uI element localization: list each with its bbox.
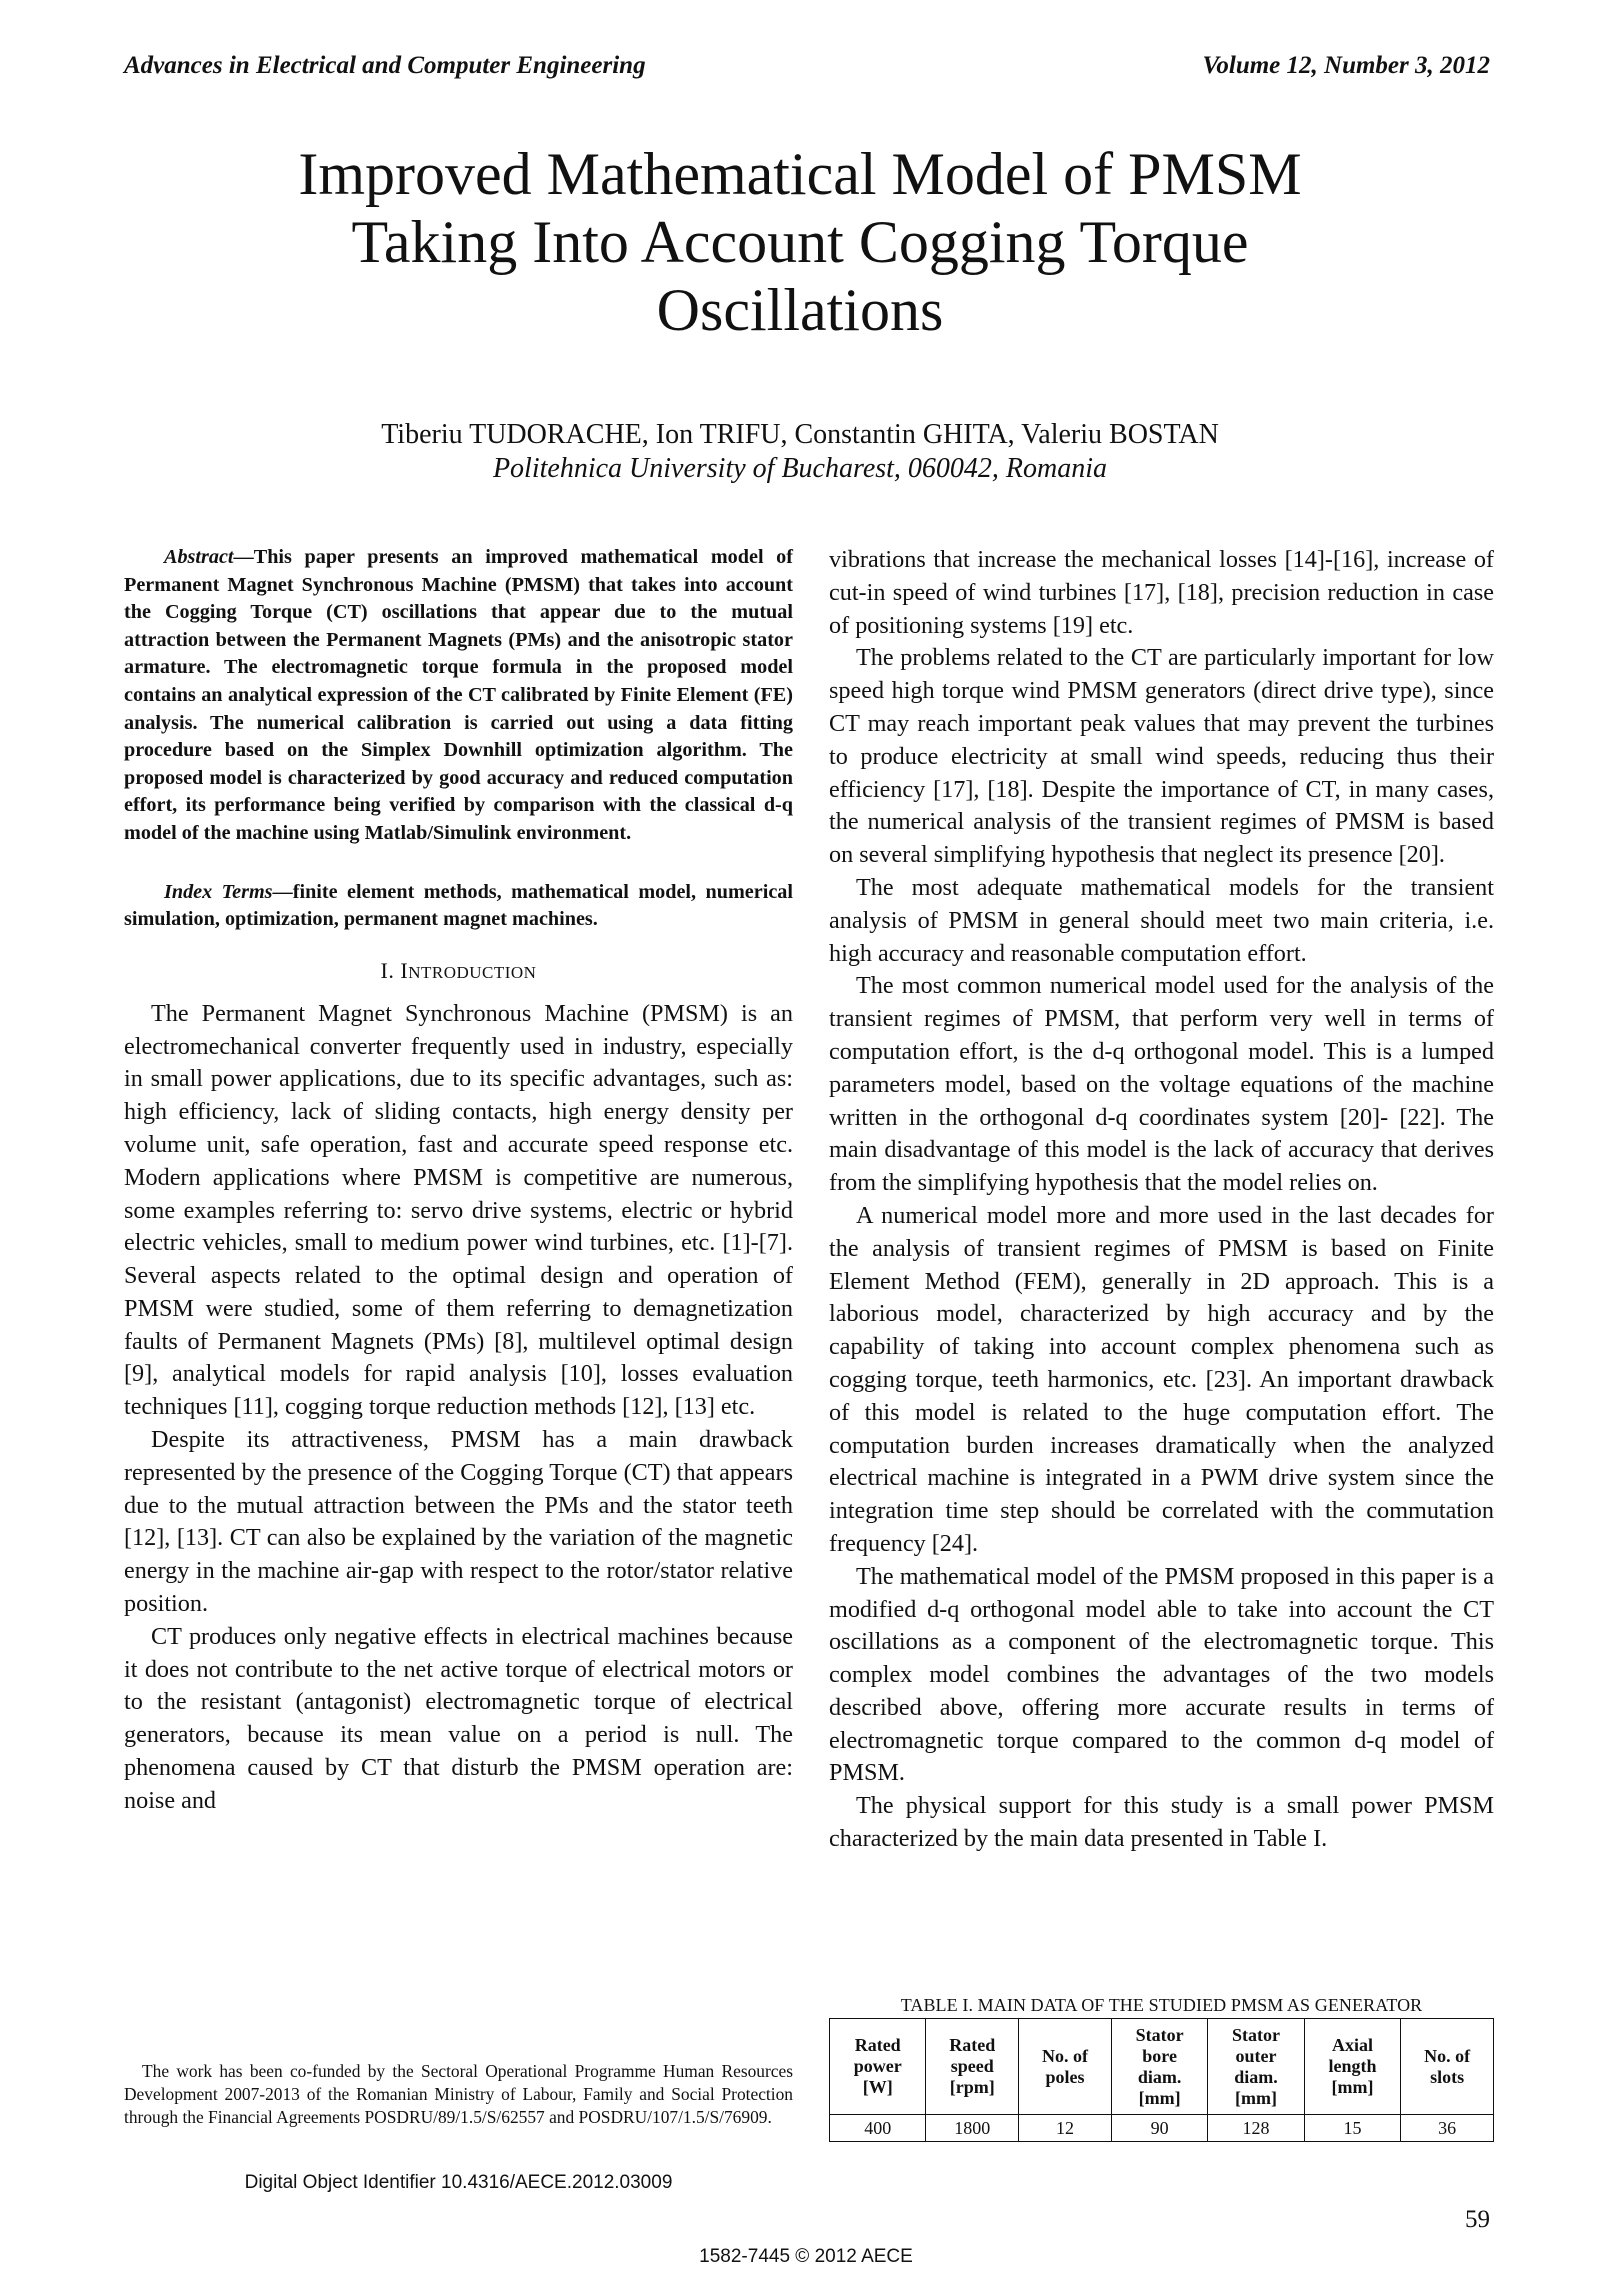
table-header-cell: Stator outer diam. [mm] — [1208, 2019, 1304, 2115]
index-terms-text: —finite element methods, mathematical model, numerical simulation, optimization, permanent magnet machines. — [124, 880, 793, 931]
paper-title — [200, 140, 1400, 344]
table-cell: 400 — [830, 2115, 926, 2142]
issn-footer: 1582-7445 © 2012 AECE — [699, 2246, 913, 2267]
right-column — [829, 544, 1494, 1856]
table-cell: 36 — [1401, 2115, 1494, 2142]
abstract — [124, 544, 793, 848]
table-row — [830, 2115, 1494, 2142]
body-paragraph: CT produces only negative effects in electrical machines because it does not contribute to the net active torque of electrical motors or to the resistant (antagonist) electromagnetic torque of electrical generators, because its mean value on a period is null. The phenomena caused by CT that disturb the PMSM operation are: noise and — [124, 1622, 793, 1814]
body-paragraph: The physical support for this study is a small power PMSM characterized by the main data presented in Table I. — [829, 1792, 1494, 1853]
running-header — [124, 52, 1490, 80]
body-paragraph: vibrations that increase the mechanical losses [14]-[16], increase of cut-in speed of wind turbines [17], [18], precision reduction in case of positioning systems [19] etc. — [829, 546, 1494, 639]
table-header-cell: Stator bore diam. [mm] — [1111, 2019, 1207, 2115]
body-paragraph: A numerical model more and more used in the last decades for the analysis of transient regimes of PMSM is based on Finite Element Method (FEM), generally in 2D approach. This is a laborious model, characterized by high accuracy and by the capability of taking into account complex phenomena such as cogging torque, teeth harmonics, etc. [23]. An important drawback of this model is related to the huge computation effort. The computation burden increases dramatically when the analyzed electrical machine is integrated in a PWM drive system since the integration time step should be correlated with the commutation frequency [24]. — [829, 1201, 1494, 1557]
body-paragraph: The mathematical model of the PMSM proposed in this paper is a modified d-q orthogonal model able to take into account the CT oscillations as a component of the electromagnetic torque. This complex model combines the advantages of the two models described above, offering more accurate results in terms of electromagnetic torque compared to the common d-q model of PMSM. — [829, 1562, 1494, 1787]
table-caption: TABLE I. MAIN DATA OF THE STUDIED PMSM AS GENERATOR — [900, 1995, 1423, 2015]
left-column — [124, 544, 793, 1818]
table-cell: 15 — [1304, 2115, 1400, 2142]
index-terms — [124, 879, 793, 934]
volume-info: Volume 12, Number 3, 2012 — [1202, 52, 1490, 79]
table-header-cell: No. of poles — [1019, 2019, 1112, 2115]
title-line-3: Oscillations — [656, 277, 944, 343]
funding-footnote: The work has been co-funded by the Sectoral Operational Programme Human Resources Development 2007-2013 of the Romanian Ministry of Labour, Family and Social Protection through the Financial Agreements POSDRU/89/1.5/S/62557 and POSDRU/107/1.5/S/76909. — [124, 2061, 793, 2128]
page-number: 59 — [1465, 2206, 1490, 2233]
body-paragraph: The most common numerical model used for the analysis of the transient regimes of PMSM, that perform very well in terms of computation effort, is the d-q orthogonal model. This is a lumped parameters model, based on the voltage equations of the machine written in the orthogonal d-q coordinates system [20]- [22]. The main disadvantage of this model is the lack of accuracy that derives from the simplifying hypothesis that the model relies on. — [829, 972, 1494, 1197]
table-cell: 128 — [1208, 2115, 1304, 2142]
table-cell: 90 — [1111, 2115, 1207, 2142]
section-heading-introduction: I. INTRODUCTION — [380, 957, 537, 983]
doi: Digital Object Identifier 10.4316/AECE.2012.03009 — [244, 2172, 673, 2193]
title-line-1: Improved Mathematical Model of PMSM — [298, 141, 1302, 207]
table-header-row — [830, 2019, 1494, 2115]
affiliation: Politehnica University of Bucharest, 060042, Romania — [492, 453, 1108, 484]
table-header-cell: No. of slots — [1401, 2019, 1494, 2115]
title-line-2: Taking Into Account Cogging Torque — [351, 209, 1249, 275]
index-terms-label: Index Terms — [164, 880, 273, 903]
table-header-cell: Axial length [mm] — [1304, 2019, 1400, 2115]
journal-name: Advances in Electrical and Computer Engineering — [124, 52, 646, 79]
body-paragraph: The most adequate mathematical models for the transient analysis of PMSM in general should meet two main criteria, i.e. high accuracy and reasonable computation effort. — [829, 873, 1494, 967]
body-paragraph: The Permanent Magnet Synchronous Machine (PMSM) is an electromechanical converter frequently used in industry, especially in small power applications, due to its specific advantages, such as: high efficiency, lack of sliding contacts, high energy density per volume unit, safe operation, fast and accurate speed response etc. Modern applications where PMSM is competitive are numerous, some examples referring to: servo drive systems, electric or hybrid electric vehicles, small to medium power wind turbines, etc. [1]-[7]. Several aspects related to the optimal design and operation of PMSM were studied, some of them referring to demagnetization faults of Permanent Magnets (PMs) [8], multilevel optimal design [9], analytical models for rapid analysis [10], losses evaluation techniques [11], cogging torque reduction methods [12], [13] etc. — [124, 999, 793, 1421]
abstract-text: —This paper presents an improved mathematical model of Permanent Magnet Synchronous Machine (PMSM) that takes into account the Cogging Torque (CT) oscillations that appear due to the mutual attraction between the Permanent Magnets (PMs) and the anisotropic stator armature. The electromagnetic torque formula in the proposed model contains an analytical expression of the CT calibrated by Finite Element (FE) analysis. The numerical calibration is carried out using a data fitting procedure based on the Simplex Downhill optimization algorithm. The proposed model is characterized by good accuracy and reduced computation effort, its performance being verified by comparison with the classical d-q model of the machine using Matlab/Simulink environment. — [124, 546, 793, 844]
author-list: Tiberiu TUDORACHE, Ion TRIFU, Constantin GHITA, Valeriu BOSTAN — [381, 419, 1219, 450]
data-table — [829, 2018, 1494, 2142]
abstract-label: Abstract — [164, 546, 234, 568]
table-cell: 12 — [1019, 2115, 1112, 2142]
body-paragraph: The problems related to the CT are particularly important for low speed high torque wind PMSM generators (direct drive type), since CT may reach important peak values that may prevent the turbines to produce electricity at small wind speeds, reducing thus their efficiency [17], [18]. Despite the importance of CT, in many cases, the numerical analysis of the transient regimes of PMSM is based on several simplifying hypothesis that neglect its presence [20]. — [829, 644, 1494, 869]
body-paragraph: Despite its attractiveness, PMSM has a main drawback represented by the presence of the Cogging Torque (CT) that appears due to the mutual attraction between the PMs and the stator teeth [12], [13]. CT can also be explained by the variation of the magnetic energy in the machine air-gap with respect to the rotor/stator relative position. — [124, 1426, 793, 1618]
table-cell: 1800 — [926, 2115, 1019, 2142]
table-header-cell: Rated power [W] — [830, 2019, 926, 2115]
table-header-cell: Rated speed [rpm] — [926, 2019, 1019, 2115]
